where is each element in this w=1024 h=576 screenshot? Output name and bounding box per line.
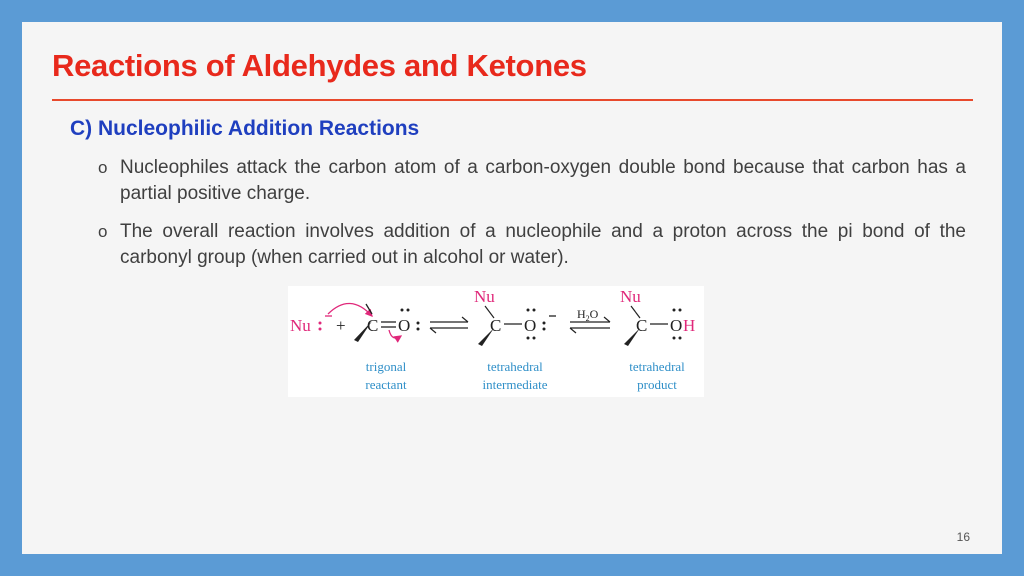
hydrogen-atom: H: [683, 316, 696, 335]
carbon-atom: C: [636, 316, 648, 335]
carbon-atom: C: [490, 316, 502, 335]
caption-trigonal: trigonal: [365, 359, 407, 374]
slide: [22, 22, 1002, 554]
bullet-item: [98, 155, 966, 207]
slide-title: Reactions of Aldehydes and Ketones: [52, 48, 587, 83]
reaction-scheme: [288, 286, 704, 397]
reaction-scheme-figure: [288, 286, 704, 397]
bullet-text: The overall reaction involves addition of a nucleophile and a proton across the pi bond of the carbonyl group (when carried out in alcohol or water).: [120, 221, 966, 268]
bullet-marker: o: [98, 222, 108, 241]
carbon-atom: C: [367, 316, 379, 335]
water-reagent: $H_2O$: [577, 307, 599, 323]
nucleophile-label: Nu: [474, 287, 495, 306]
oxygen-atom: O: [524, 316, 537, 335]
lone-pair-dot: [319, 322, 322, 325]
bullet-marker: o: [98, 158, 108, 177]
nucleophile-label: Nu: [290, 316, 311, 335]
caption-tetrahedral: tetrahedral: [629, 359, 685, 374]
caption-intermediate: intermediate: [482, 377, 548, 392]
bullet-item: [98, 219, 966, 271]
oxygen-atom: O: [398, 316, 411, 335]
curved-attack-arrow: [328, 303, 372, 316]
page-number: 16: [956, 530, 970, 544]
title-divider: [52, 99, 973, 101]
caption-tetrahedral: tetrahedral: [487, 359, 543, 374]
bullet-text: Nucleophiles attack the carbon atom of a carbon-oxygen double bond because that carbon has a partial positive charge.: [120, 157, 966, 204]
caption-reactant: reactant: [365, 377, 407, 392]
plus-sign: +: [336, 316, 346, 335]
oxygen-atom: O: [670, 316, 683, 335]
nucleophile-label: Nu: [620, 287, 641, 306]
caption-product: product: [637, 377, 677, 392]
lone-pair-dot: [319, 328, 322, 331]
section-heading: C) Nucleophilic Addition Reactions: [70, 117, 420, 140]
